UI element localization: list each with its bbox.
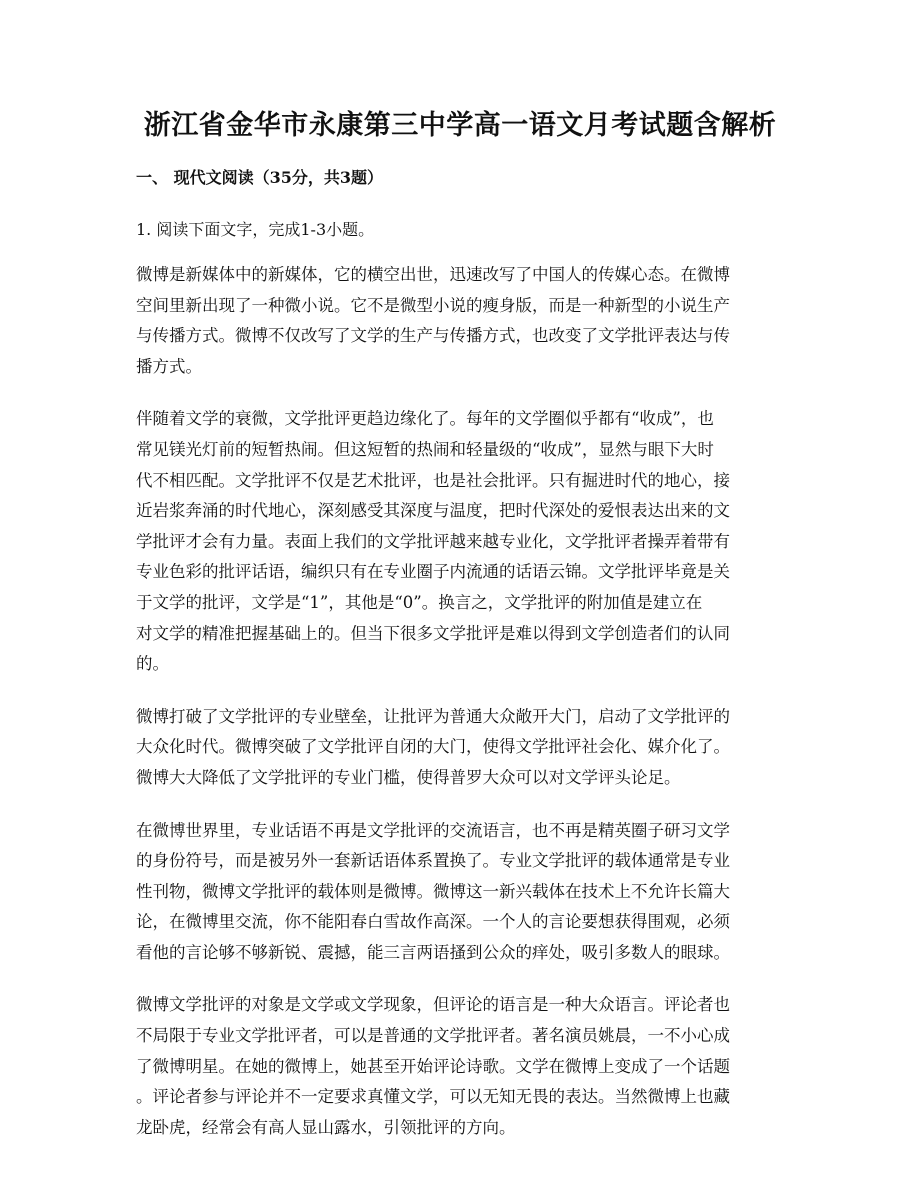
passage-paragraph-3 (136, 702, 786, 794)
paragraph-line: 于文学的批评，文学是“1”，其他是“0”。换言之，文学批评的附加值是建立在 (136, 592, 703, 612)
question-instruction: 1. 阅读下面文字，完成1-3小题。 (136, 220, 375, 239)
paragraph-line: 不局限于专业文学批评者，可以是普通的文学批评者。著名演员姚晨，一不小心成 (136, 1026, 730, 1046)
passage-paragraph-5 (136, 990, 786, 1143)
paragraph-line: 性刊物，微博文学批评的载体则是微博。微博这一新兴载体在技术上不允许长篇大 (136, 881, 730, 901)
paragraph-line: 空间里新出现了一种微小说。它不是微型小说的瘦身版，而是一种新型的小说生产 (136, 295, 730, 315)
paragraph-line: 的。 (136, 654, 169, 674)
paragraph-line: 龙卧虎，经常会有高人显山露水，引领批评的方向。 (136, 1117, 516, 1137)
paragraph-line: 看他的言论够不够新锐、震撼，能三言两语搔到公众的痒处，吸引多数人的眼球。 (136, 942, 730, 962)
document-title: 浙江省金华市永康第三中学高一语文月考试题含解析 (143, 110, 777, 141)
passage-paragraph-2 (136, 404, 786, 679)
paragraph-line: 在微博世界里，专业话语不再是文学批评的交流语言，也不再是精英圈子研习文学 (136, 820, 730, 840)
passage-paragraph-1 (136, 260, 786, 382)
paragraph-line: 大众化时代。微博突破了文学批评自闭的大门，使得文学批评社会化、媒介化了。 (136, 737, 730, 757)
paragraph-line: 了微博明星。在她的微博上，她甚至开始评论诗歌。文学在微博上变成了一个话题 (136, 1056, 730, 1076)
paragraph-line: 与传播方式。微博不仅改写了文学的生产与传播方式，也改变了文学批评表达与传 (136, 326, 730, 346)
paragraph-line: 微博大大降低了文学批评的专业门槛，使得普罗大众可以对文学评头论足。 (136, 767, 681, 787)
paragraph-line: 专业色彩的批评话语，编织只有在专业圈子内流通的话语云锦。文学批评毕竟是关 (136, 562, 730, 582)
paragraph-line: 论，在微博里交流，你不能阳春白雪故作高深。一个人的言论要想获得围观，必须 (136, 912, 730, 932)
paragraph-line: 微博文学批评的对象是文学或文学现象，但评论的语言是一种大众语言。评论者也 (136, 995, 730, 1015)
paragraph-line: 常见镁光灯前的短暂热闹。但这短暂的热闹和轻量级的“收成”，显然与眼下大时 (136, 439, 714, 459)
paragraph-line: 学批评才会有力量。表面上我们的文学批评越来越专业化，文学批评者操弄着带有 (136, 531, 730, 551)
paragraph-line: 近岩浆奔涌的时代地心，深刻感受其深度与温度，把时代深处的爱恨表达出来的文 (136, 501, 730, 521)
paragraph-line: 伴随着文学的衰微，文学批评更趋边缘化了。每年的文学圈似乎都有“收成”，也 (136, 409, 714, 429)
paragraph-line: 对文学的精准把握基础上的。但当下很多文学批评是难以得到文学创造者们的认同 (136, 623, 730, 643)
section-heading: 一、 现代文阅读（35分，共3题） (136, 168, 383, 187)
paragraph-line: 的身份符号，而是被另外一套新话语体系置换了。专业文学批评的载体通常是专业 (136, 851, 730, 871)
paragraph-line: 代不相匹配。文学批评不仅是艺术批评，也是社会批评。只有掘进时代的地心，接 (136, 470, 730, 490)
reading-passage (136, 260, 786, 1165)
paragraph-line: 。评论者参与评论并不一定要求真懂文学，可以无知无畏的表达。当然微博上也藏 (136, 1087, 730, 1107)
paragraph-line: 微博是新媒体中的新媒体，它的横空出世，迅速改写了中国人的传媒心态。在微博 (136, 265, 730, 284)
paragraph-line: 微博打破了文学批评的专业壁垒，让批评为普通大众敞开大门，启动了文学批评的 (136, 706, 730, 726)
paragraph-line: 播方式。 (136, 356, 202, 376)
passage-paragraph-4 (136, 816, 786, 969)
